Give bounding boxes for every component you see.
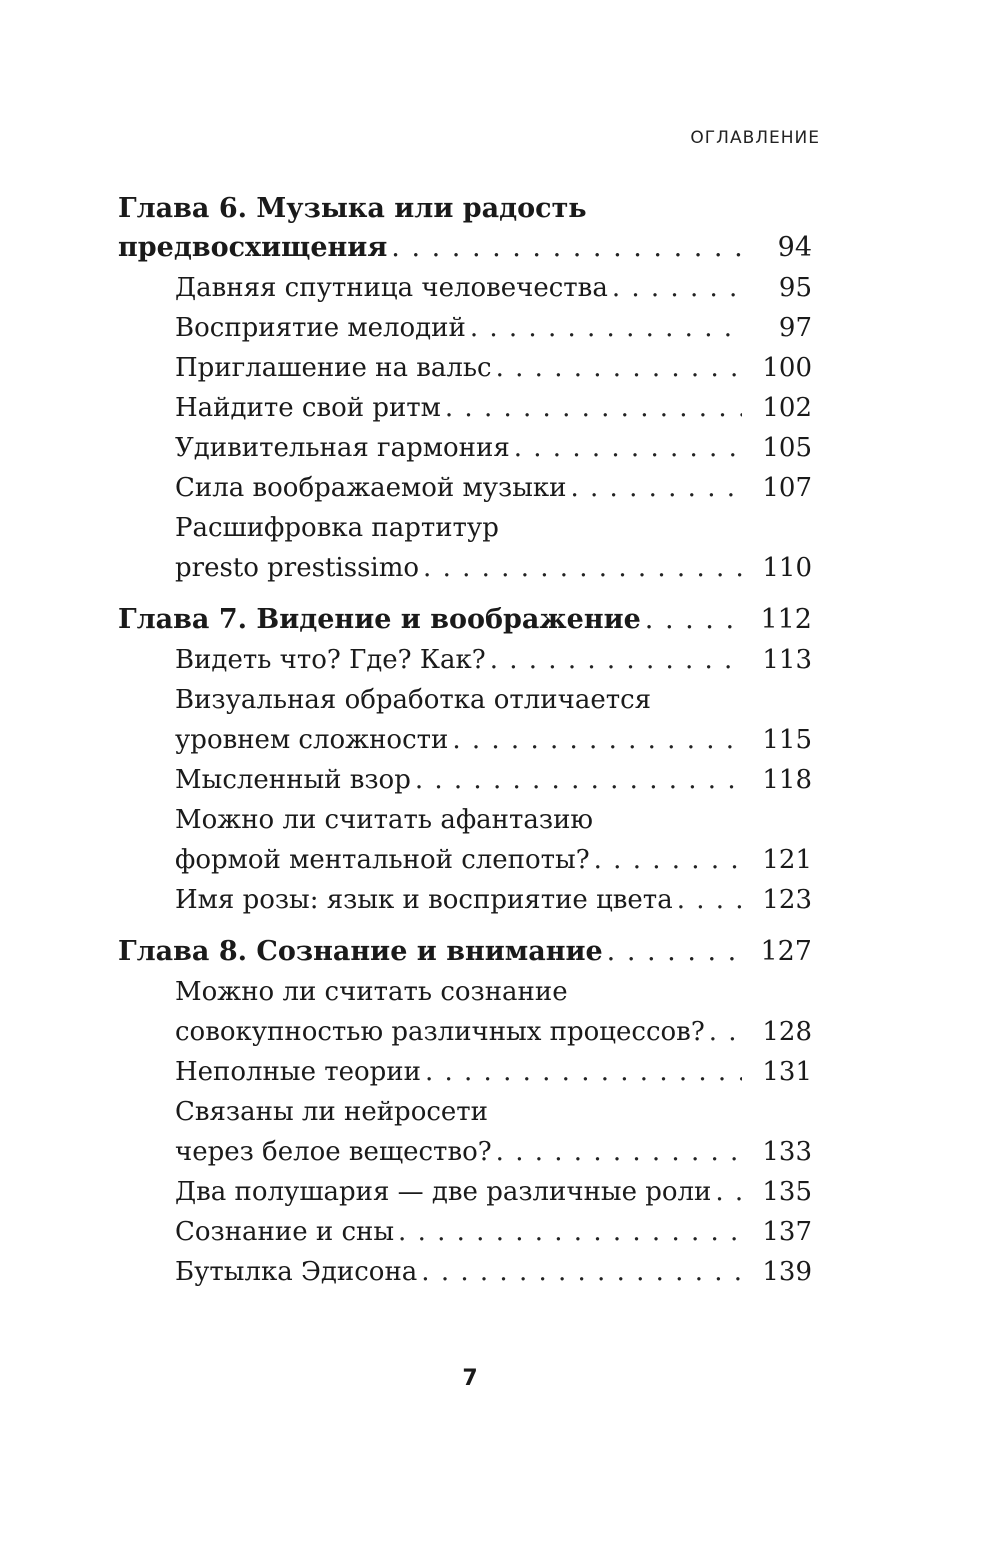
section-title: уровнем сложности <box>175 725 449 755</box>
page-ref: 121 <box>762 845 812 875</box>
page-ref: 118 <box>762 765 812 795</box>
section-title: Два полушария — две различные роли <box>175 1177 712 1207</box>
dot-leader <box>452 720 742 760</box>
section-title: формой ментальной слепоты? <box>175 845 590 875</box>
page-ref: 110 <box>762 553 812 583</box>
dot-leader <box>594 840 742 880</box>
dot-leader <box>645 600 742 640</box>
dot-leader <box>496 348 742 388</box>
toc-entry[interactable] <box>118 720 812 760</box>
page-ref: 97 <box>778 313 812 343</box>
chapter-title: предвосхищения <box>118 232 388 263</box>
page-ref: 128 <box>762 1017 812 1047</box>
toc-entry[interactable] <box>118 428 812 468</box>
section-title: совокупностью различных процессов? <box>175 1017 705 1047</box>
page-ref: 135 <box>762 1177 812 1207</box>
dot-leader <box>415 760 742 800</box>
toc-entry-wrap[interactable] <box>118 972 812 1012</box>
section-title: Восприятие мелодий <box>175 313 466 343</box>
dot-leader <box>398 1212 742 1252</box>
toc-entry[interactable] <box>118 468 812 508</box>
dot-leader <box>490 640 742 680</box>
page-ref: 102 <box>762 393 812 423</box>
page-ref: 137 <box>762 1217 812 1247</box>
toc-entry[interactable] <box>118 880 812 920</box>
page-ref: 113 <box>762 645 812 675</box>
section-title: Имя розы: язык и восприятие цвета <box>175 885 673 915</box>
table-of-contents <box>118 190 812 1304</box>
section-title: Визуальная обработка отличается <box>175 685 652 715</box>
dot-leader <box>709 1012 742 1052</box>
dot-leader <box>421 1252 742 1292</box>
section-title: presto prestissimo <box>175 553 420 583</box>
toc-entry[interactable] <box>118 308 812 348</box>
toc-entry-wrap[interactable] <box>118 680 812 720</box>
dot-leader <box>470 308 742 348</box>
section-title: Найдите свой ритм <box>175 393 441 423</box>
page-ref: 100 <box>762 353 812 383</box>
dot-leader <box>423 548 742 588</box>
chapter-entry[interactable] <box>118 600 812 640</box>
section-title: Сила воображаемой музыки <box>175 473 567 503</box>
page-ref: 139 <box>762 1257 812 1287</box>
toc-entry[interactable] <box>118 548 812 588</box>
page-ref: 95 <box>778 273 812 303</box>
chapter-7 <box>118 600 812 920</box>
section-title: Можно ли считать сознание <box>175 977 568 1007</box>
chapter-entry[interactable] <box>118 228 812 268</box>
section-title: Удивительная гармония <box>175 433 510 463</box>
toc-entry[interactable] <box>118 1132 812 1172</box>
chapter-title: Глава 8. Сознание и внимание <box>118 936 603 967</box>
toc-entry-wrap[interactable] <box>118 508 812 548</box>
page-ref: 112 <box>760 604 812 635</box>
dot-leader <box>445 388 742 428</box>
page-ref: 133 <box>762 1137 812 1167</box>
page-ref: 123 <box>762 885 812 915</box>
page-ref: 107 <box>762 473 812 503</box>
chapter-8 <box>118 932 812 1292</box>
dot-leader <box>391 228 742 268</box>
page-number: 7 <box>462 1366 478 1391</box>
page-ref: 94 <box>777 232 812 263</box>
toc-entry[interactable] <box>118 840 812 880</box>
section-title: Неполные теории <box>175 1057 421 1087</box>
toc-entry[interactable] <box>118 1052 812 1092</box>
toc-entry[interactable] <box>118 388 812 428</box>
toc-entry[interactable] <box>118 1212 812 1252</box>
page-ref: 127 <box>760 936 812 967</box>
section-title: Связаны ли нейросети <box>175 1097 489 1127</box>
dot-leader <box>677 880 742 920</box>
page-ref: 105 <box>762 433 812 463</box>
dot-leader <box>514 428 742 468</box>
toc-entry[interactable] <box>118 1252 812 1292</box>
page-ref: 115 <box>762 725 812 755</box>
toc-entry[interactable] <box>118 348 812 388</box>
toc-entry-wrap[interactable] <box>118 1092 812 1132</box>
chapter-title: Глава 7. Видение и воображение <box>118 604 641 635</box>
chapter-entry[interactable] <box>118 932 812 972</box>
section-title: через белое вещество? <box>175 1137 492 1167</box>
toc-entry-wrap[interactable] <box>118 800 812 840</box>
chapter-title-line[interactable] <box>118 190 812 228</box>
section-title: Бутылка Эдисона <box>175 1257 418 1287</box>
section-title: Расшифровка партитур <box>175 513 499 543</box>
running-header: ОГЛАВЛЕНИЕ <box>690 128 820 148</box>
chapter-title: Глава 6. Музыка или радость <box>118 193 587 224</box>
section-title: Можно ли считать афантазию <box>175 805 594 835</box>
toc-entry[interactable] <box>118 760 812 800</box>
section-title: Приглашение на вальс <box>175 353 492 383</box>
dot-leader <box>612 268 742 308</box>
dot-leader <box>607 932 742 972</box>
section-title: Сознание и сны <box>175 1217 395 1247</box>
dot-leader <box>496 1132 742 1172</box>
toc-entry[interactable] <box>118 1172 812 1212</box>
section-title: Видеть что? Где? Как? <box>175 645 486 675</box>
toc-entry[interactable] <box>118 1012 812 1052</box>
dot-leader <box>715 1172 742 1212</box>
dot-leader <box>425 1052 742 1092</box>
dot-leader <box>571 468 743 508</box>
page-ref: 131 <box>762 1057 812 1087</box>
toc-entry[interactable] <box>118 640 812 680</box>
section-title: Мысленный взор <box>175 765 411 795</box>
section-title: Давняя спутница человечества <box>175 273 608 303</box>
chapter-6 <box>118 190 812 588</box>
toc-entry[interactable] <box>118 268 812 308</box>
